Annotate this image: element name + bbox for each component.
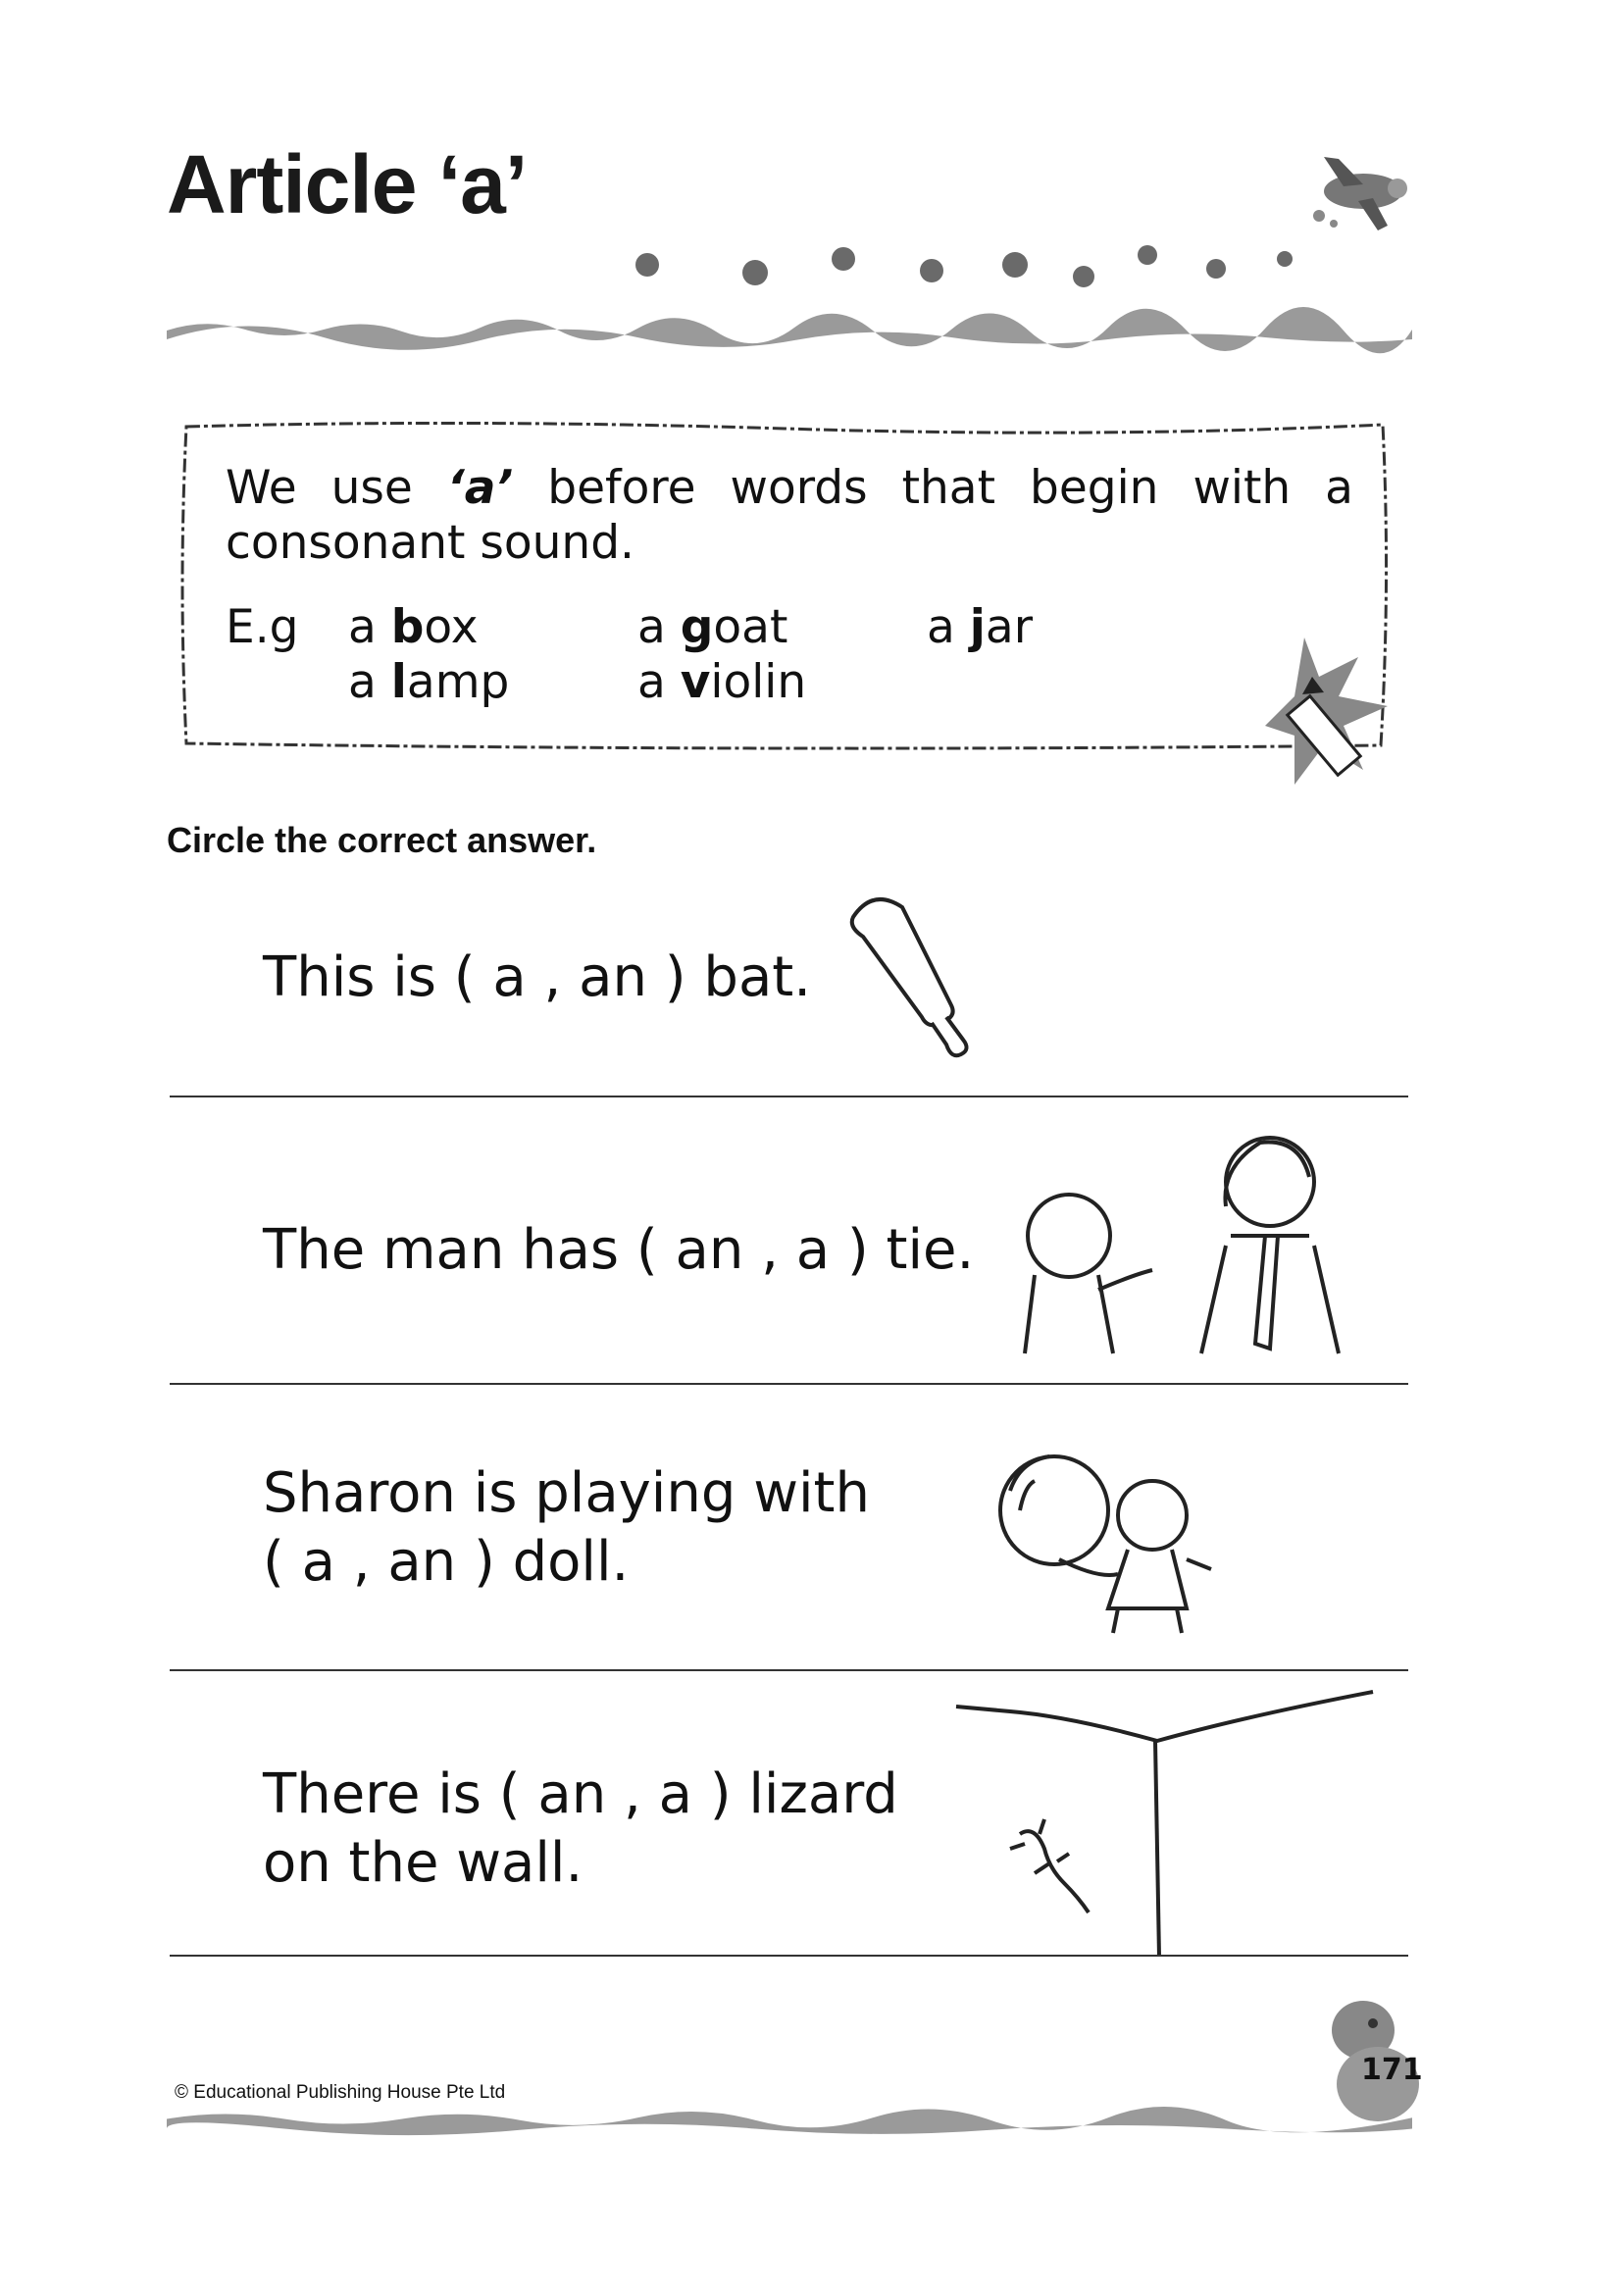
boy-and-man-icon <box>1005 1128 1358 1363</box>
question-3-line2: ( a , an ) doll. <box>263 1530 630 1594</box>
flower-trail <box>618 235 1304 294</box>
answer-line <box>170 1383 1408 1385</box>
examples-label: E.g <box>226 600 299 654</box>
question-2 <box>263 1216 974 1285</box>
page-number: 171 <box>1361 2053 1423 2087</box>
bottom-divider <box>167 2107 1412 2136</box>
rule-text-part2: before words that begin with a consonant sound. <box>226 461 1353 570</box>
question-4-line1: There is ( an , a ) lizard <box>263 1762 898 1826</box>
question-3-line1: Sharon is playing with <box>263 1461 871 1525</box>
page-title: Article ‘a’ <box>167 138 528 230</box>
example-item: a goat <box>637 600 788 654</box>
girl-with-doll-icon <box>990 1442 1226 1638</box>
top-divider <box>167 316 1412 345</box>
question-3 <box>263 1459 870 1597</box>
question-1-line1: This is ( a , an ) bat. <box>263 945 812 1009</box>
example-item: a box <box>348 600 479 654</box>
rule-text <box>226 461 1353 571</box>
pencil-icon <box>1265 637 1393 794</box>
airplane-icon <box>1304 147 1422 235</box>
answer-line <box>170 1669 1408 1671</box>
answer-line <box>170 1096 1408 1097</box>
example-item: a lamp <box>348 655 510 709</box>
question-4-line2: on the wall. <box>263 1831 584 1895</box>
answer-line <box>170 1955 1408 1957</box>
question-1 <box>263 943 811 1012</box>
copyright-footer: © Educational Publishing House Pte Ltd <box>175 2082 506 2103</box>
lizard-on-wall-icon <box>951 1687 1383 1962</box>
example-item: a jar <box>927 600 1034 654</box>
example-item: a violin <box>637 655 807 709</box>
rule-text-part1: We use <box>226 461 447 515</box>
rule-emphasis: ‘a’ <box>446 461 514 515</box>
bat-icon <box>834 888 1000 1069</box>
instruction: Circle the correct answer. <box>167 820 597 860</box>
question-2-line1: The man has ( an , a ) tie. <box>263 1218 975 1282</box>
question-4 <box>263 1760 898 1898</box>
